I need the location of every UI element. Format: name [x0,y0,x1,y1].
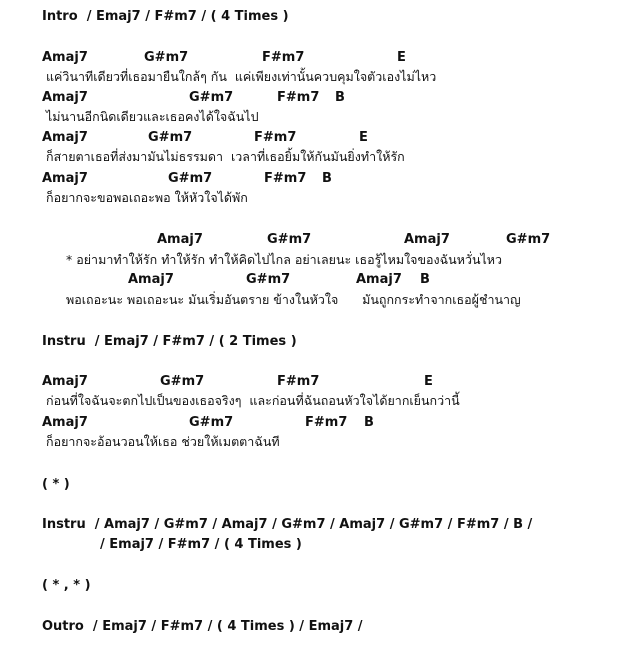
chord: Amaj7 [42,130,88,145]
intro-line: Intro / Emaj7 / F#m7 / ( 4 Times ) [42,9,289,24]
outro-line: Outro / Emaj7 / F#m7 / ( 4 Times ) / Emaj7 / [42,619,363,634]
chord: G#m7 [267,232,312,247]
lyric-line: แค่วินาทีเดียวที่เธอมายืนใกล้ๆ กัน แค่เพียงเท่านั้นควบคุมใจตัวเองไม่ไหว [46,69,437,84]
chord: G#m7 [189,90,234,105]
chord: Amaj7 [128,272,174,287]
chord: Amaj7 [42,415,88,430]
instru-line: Instru / Amaj7 / G#m7 / Amaj7 / G#m7 / Amaj7 / G#m7 / F#m7 / B / [42,517,533,532]
chord: F#m7 [277,374,320,389]
chord: Amaj7 [42,374,88,389]
chord: Amaj7 [42,171,88,186]
chord: G#m7 [246,272,291,287]
chord: G#m7 [168,171,213,186]
repeat-marker: ( * , * ) [42,578,91,593]
chord: F#m7 [254,130,297,145]
chord: E [424,374,433,389]
chord: B [364,415,374,430]
chord: F#m7 [305,415,348,430]
chord: G#m7 [160,374,205,389]
lyric-line: * อย่ามาทำให้รัก ทำให้รัก ทำให้คิดไปไกล อย่าเลยนะ เธอรู้ไหมใจของฉันหวั่นไหว [66,252,503,267]
chord: Amaj7 [404,232,450,247]
lyric-line: ก็สายตาเธอที่ส่งมามันไม่ธรรมดา เวลาที่เธอยิ้มให้กันมันยิ่งทำให้รัก [46,149,405,164]
chord: B [322,171,332,186]
chord: Amaj7 [356,272,402,287]
instru-line-continuation: / Emaj7 / F#m7 / ( 4 Times ) [100,537,302,552]
chord: G#m7 [506,232,551,247]
instru-line: Instru / Emaj7 / F#m7 / ( 2 Times ) [42,334,297,349]
chord: F#m7 [264,171,307,186]
chord: Amaj7 [42,50,88,65]
chord: F#m7 [277,90,320,105]
chord: G#m7 [144,50,189,65]
chord: G#m7 [148,130,193,145]
chord: F#m7 [262,50,305,65]
chord: B [335,90,345,105]
chord: G#m7 [189,415,234,430]
lyric-line: ก่อนที่ใจฉันจะตกไปเป็นของเธอจริงๆ และก่อนที่ฉันถอนหัวใจได้ยากเย็นกว่านี้ [46,393,460,408]
lyric-line: ไม่นานอีกนิดเดียวและเธอคงได้ใจฉันไป [46,109,259,124]
chord: E [397,50,406,65]
chord: Amaj7 [157,232,203,247]
lyric-line: ก็อยากจะขอพอเถอะพอ ให้หัวใจได้พัก [46,190,248,205]
chord: E [359,130,368,145]
chord: B [420,272,430,287]
repeat-marker: ( * ) [42,477,70,492]
lyric-line: ก็อยากจะอ้อนวอนให้เธอ ช่วยให้เมตตาฉันที [46,434,280,449]
chord: Amaj7 [42,90,88,105]
lyric-line: พอเถอะนะ พอเถอะนะ มันเริ่มอันตราย ข้างในหัวใจ มันถูกกระทำจากเธอผู้ชำนาญ [66,292,521,307]
